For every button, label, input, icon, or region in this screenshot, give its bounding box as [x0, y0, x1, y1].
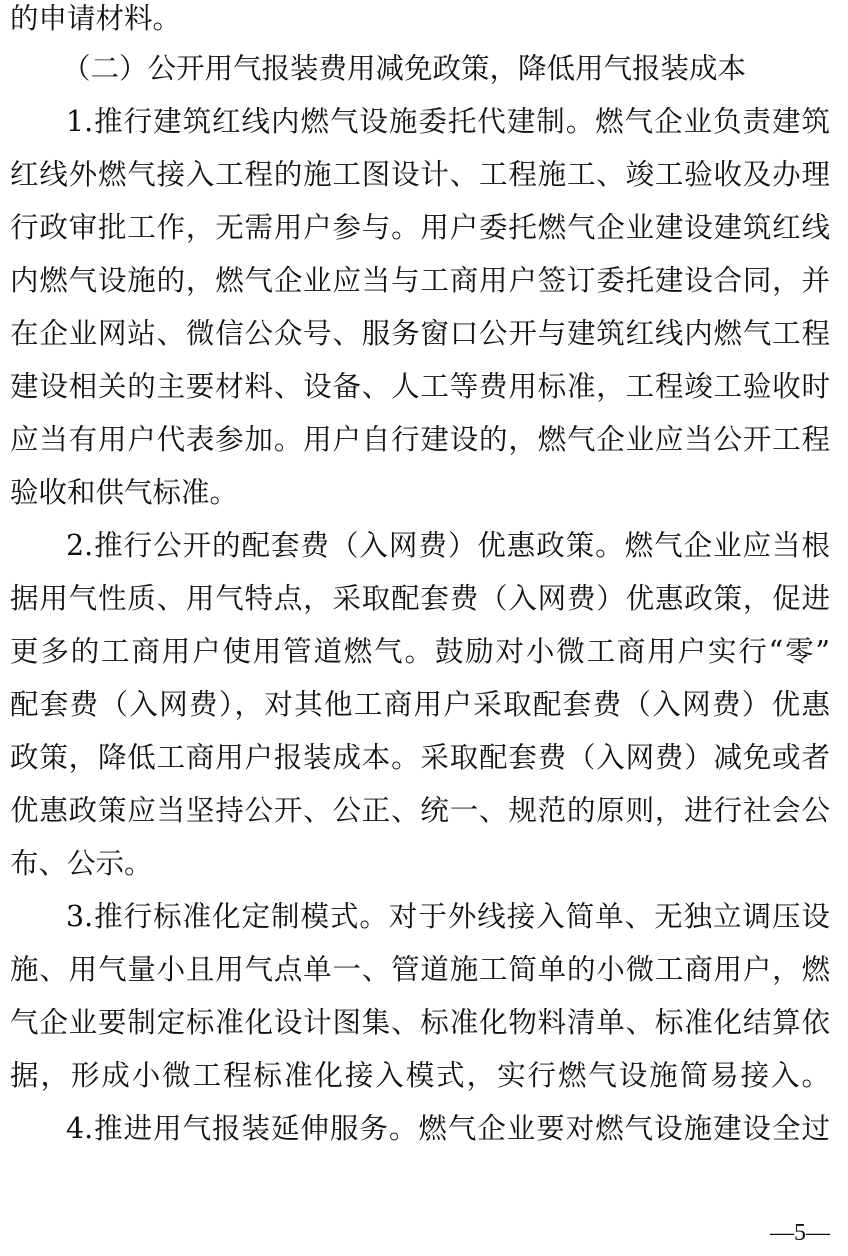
paragraph-4-line: 4.推进用气报装延伸服务。燃气企业要对燃气设施建设全过	[66, 1112, 830, 1145]
paragraph-1-line: 应当有用户代表参加。用户自行建设的，燃气企业应当公开工程	[10, 423, 830, 456]
text-line: 的申请材料。	[10, 2, 182, 35]
page-number: —5—	[770, 1220, 830, 1246]
paragraph-2-line: 政策，降低工商用户报装成本。采取配套费（入网费）减免或者	[10, 741, 830, 774]
paragraph-2-line: 更多的工商用户使用管道燃气。鼓励对小微工商用户实行“零”	[10, 635, 830, 668]
paragraph-1-line: 验收和供气标准。	[10, 476, 239, 509]
paragraph-1-line: 内燃气设施的，燃气企业应当与工商用户签订委托建设合同，并	[10, 264, 830, 297]
paragraph-3-line: 气企业要制定标准化设计图集、标准化物料清单、标准化结算依	[10, 1006, 830, 1039]
paragraph-2-line: 优惠政策应当坚持公开、公正、统一、规范的原则，进行社会公	[10, 794, 830, 827]
paragraph-2-line: 布、公示。	[10, 847, 153, 880]
paragraph-1-line: 红线外燃气接入工程的施工图设计、工程施工、竣工验收及办理	[10, 158, 830, 191]
section-heading: （二）公开用气报装费用减免政策，降低用气报装成本	[62, 52, 747, 85]
paragraph-1-line: 行政审批工作，无需用户参与。用户委托燃气企业建设建筑红线	[10, 211, 830, 244]
paragraph-2-line: 2.推行公开的配套费（入网费）优惠政策。燃气企业应当根	[66, 529, 830, 562]
paragraph-2-line: 配套费（入网费），对其他工商用户采取配套费（入网费）优惠	[10, 688, 830, 721]
paragraph-3-line: 3.推行标准化定制模式。对于外线接入简单、无独立调压设	[66, 900, 830, 933]
paragraph-2-line: 据用气性质、用气特点，采取配套费（入网费）优惠政策，促进	[10, 582, 830, 615]
paragraph-1-line: 在企业网站、微信公众号、服务窗口公开与建筑红线内燃气工程	[10, 317, 830, 350]
paragraph-1-line: 建设相关的主要材料、设备、人工等费用标准，工程竣工验收时	[10, 370, 830, 403]
paragraph-1-line: 1.推行建筑红线内燃气设施委托代建制。燃气企业负责建筑	[66, 105, 830, 138]
paragraph-3-line: 施、用气量小且用气点单一、管道施工简单的小微工商用户，燃	[10, 953, 830, 986]
paragraph-3-line: 据，形成小微工程标准化接入模式，实行燃气设施简易接入。	[10, 1059, 830, 1092]
